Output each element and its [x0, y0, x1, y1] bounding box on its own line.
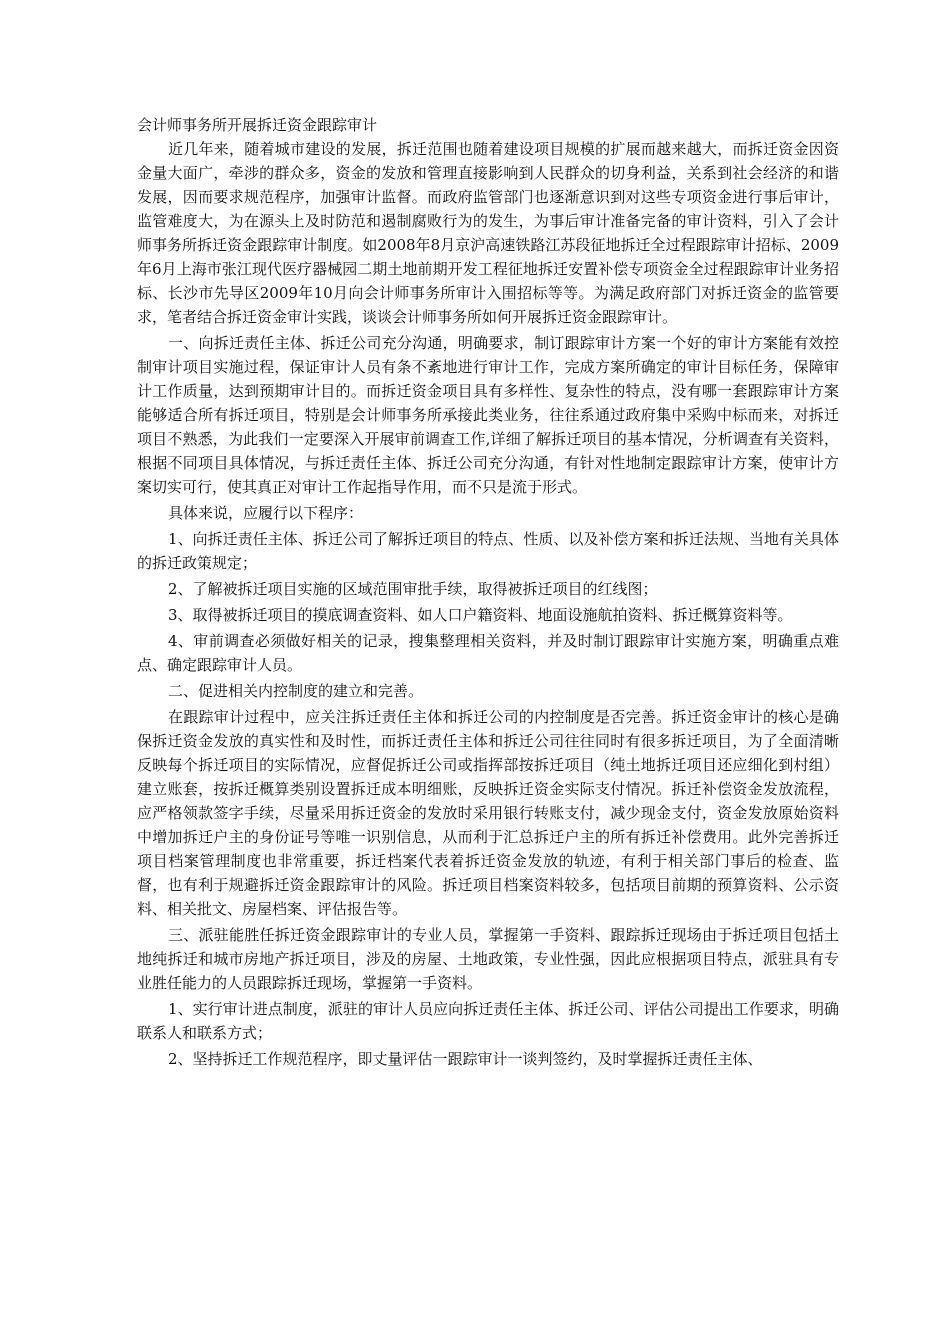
paragraph-item-1: 1、实行审计进点制度，派驻的审计人员应向拆迁责任主体、拆迁公司、评估公司提出工作要求，明确联系人和联系方式；	[137, 1000, 839, 1042]
paragraph-section-2-heading: 二、促进相关内控制度的建立和完善。	[168, 682, 424, 700]
paragraph-procedure-4: 4、审前调查必须做好相关的记录，搜集整理相关资料，并及时制订跟踪审计实施方案，明确重点难点、确定跟踪审计人员。	[137, 632, 839, 674]
paragraph-procedure-1: 1、向拆迁责任主体、拆迁公司了解拆迁项目的特点、性质、以及补偿方案和拆迁法规、当地有关具体的拆迁政策规定；	[137, 530, 839, 572]
paragraph-section-1: 一、向拆迁责任主体、拆迁公司充分沟通，明确要求，制订跟踪审计方案一个好的审计方案能有效控制审计项目实施过程，保证审计人员有条不紊地进行审计工作，完成方案所确定的审计目标任务，保障审计工作质量，达到预期审计目的。而拆迁资金项目具有多样性、复杂性的特点，没有哪一套跟踪审计方案能够适合所有拆迁项目，特别是会计师事务所承接此类业务，往往系通过政府集中采购中标而来，对拆迁项目不熟悉，为此我们一定要深入开展审前调查工作,详细了解拆迁项目的基本情况，分析调查有关资料，根据不同项目具体情况，与拆迁责任主体、拆迁公司充分沟通，有针对性地制定跟踪审计方案，使审计方案切实可行，使其真正对审计工作起指导作用，而不只是流于形式。	[137, 334, 839, 496]
paragraph-procedure-3: 3、取得被拆迁项目的摸底调查资料、如人口户籍资料、地面设施航拍资料、拆迁概算资料等。	[168, 606, 793, 624]
paragraph-procedure-2: 2、了解被拆迁项目实施的区域范围审批手续，取得被拆迁项目的红线图；	[168, 580, 658, 598]
document-page	[137, 113, 839, 1071]
paragraph-procedures-intro: 具体来说，应履行以下程序：	[168, 504, 364, 522]
document-title: 会计师事务所开展拆迁资金跟踪审计	[137, 116, 378, 134]
paragraph-item-2: 2、坚持拆迁工作规范程序，即丈量评估一跟踪审计一谈判签约，及时掌握拆迁责任主体、	[168, 1050, 763, 1068]
paragraph-section-3: 三、派驻能胜任拆迁资金跟踪审计的专业人员，掌握第一手资料、跟踪拆迁现场由于拆迁项目包括土地纯拆迁和城市房地产拆迁项目，涉及的房屋、土地政策，专业性强，因此应根据项目特点，派驻具有专业胜任能力的人员跟踪拆迁现场，掌握第一手资料。	[137, 926, 839, 992]
paragraph-section-2-body: 在跟踪审计过程中，应关注拆迁责任主体和拆迁公司的内控制度是否完善。拆迁资金审计的核心是确保拆迁资金发放的真实性和及时性，而拆迁责任主体和拆迁公司往往同时有很多拆迁项目，为了全面清晰反映每个拆迁项目的实际情况，应督促拆迁公司或指挥部按拆迁项目（纯土地拆迁项目还应细化到村组）建立账套，按拆迁概算类别设置拆迁成本明细账，反映拆迁资金实际支付情况。拆迁补偿资金发放流程，应严格领款签字手续，尽量采用拆迁资金的发放时采用银行转账支付，减少现金支付，资金发放原始资料中增加拆迁户主的身份证号等唯一识别信息，从而利于汇总拆迁户主的所有拆迁补偿费用。此外完善拆迁项目档案管理制度也非常重要，拆迁档案代表着拆迁资金发放的轨迹，有利于相关部门事后的检查、监督，也有利于规避拆迁资金跟踪审计的风险。拆迁项目档案资料较多，包括项目前期的预算资料、公示资料、相关批文、房屋档案、评估报告等。	[137, 708, 839, 918]
paragraph-intro: 近几年来，随着城市建设的发展，拆迁范围也随着建设项目规模的扩展而越来越大，而拆迁资金因资金量大面广，牵涉的群众多，资金的发放和管理直接影响到人民群众的切身利益，关系到社会经济的和谐发展，因而要求规范程序，加强审计监督。而政府监管部门也逐渐意识到对这些专项资金进行事后审计，监管难度大，为在源头上及时防范和遏制腐败行为的发生，为事后审计准备完备的审计资料，引入了会计师事务所拆迁资金跟踪审计制度。如2008年8月京沪高速铁路江苏段征地拆迁全过程跟踪审计招标、2009年6月上海市张江现代医疗器械园二期土地前期开发工程征地拆迁安置补偿专项资金全过程跟踪审计业务招标、长沙市先导区2009年10月向会计师事务所审计入围招标等等。为满足政府部门对拆迁资金的监管要求，笔者结合拆迁资金审计实践，谈谈会计师事务所如何开展拆迁资金跟踪审计。	[137, 140, 839, 326]
